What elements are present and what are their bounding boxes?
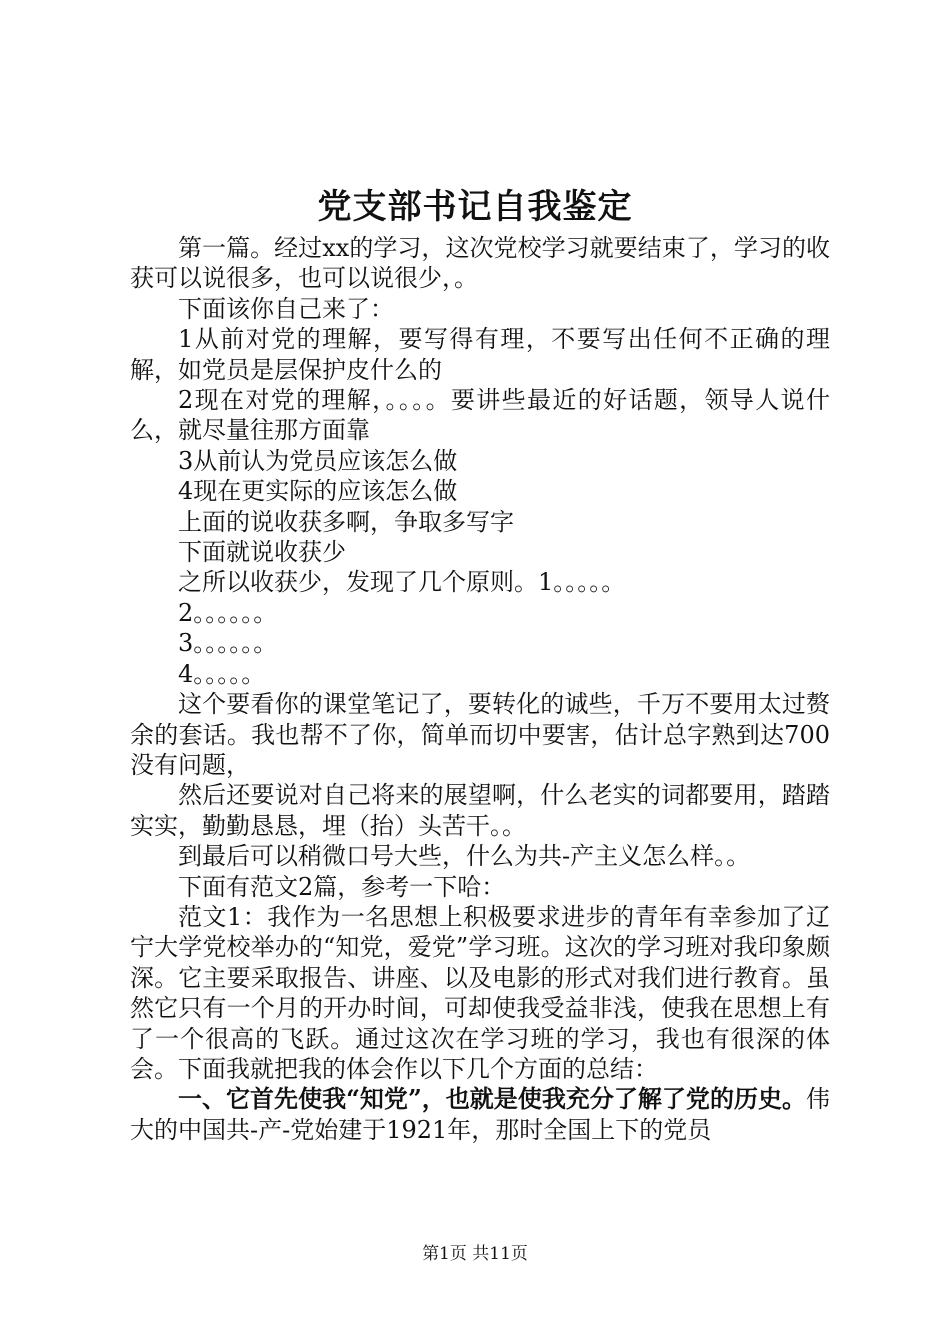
paragraph: 上面的说收获多啊，争取多写字	[178, 507, 514, 536]
paragraph-text: 伟大的中国共-产-党始建于1921年，那时全国上下的党员	[130, 1085, 830, 1144]
paragraph: 3从前认为党员应该怎么做	[178, 446, 458, 475]
paragraph: 4现在更实际的应该怎么做	[178, 477, 458, 506]
paragraph: 2现在对党的理解，。。。。要讲些最近的好话题，领导人说什么，就尽量往那方面靠	[130, 386, 830, 445]
document-body	[130, 233, 830, 1145]
paragraph: 这个要看你的课堂笔记了，要转化的诚些，千万不要用太过赘余的套话。我也帮不了你，简单而切中要害，估计总字熟到达700没有问题，	[130, 690, 830, 779]
page-footer: 第1页 共11页	[422, 1244, 528, 1264]
paragraph: 1从前对党的理解，要写得有理，不要写出任何不正确的理解，如党员是层保护皮什么的	[130, 325, 830, 384]
paragraph: 下面就说收获少	[178, 538, 346, 567]
paragraph: 2。。。。。。	[178, 598, 278, 627]
section-heading-inline: 一、它首先使我“知党”，也就是使我充分了解了党的历史。	[178, 1084, 806, 1114]
paragraph: 第一篇。经过xx的学习，这次党校学习就要结束了，学习的收获可以说很多，也可以说很少，。	[130, 234, 830, 293]
document-title: 党支部书记自我鉴定	[317, 187, 633, 227]
paragraph: 范文1：我作为一名思想上积极要求进步的青年有幸参加了辽宁大学党校举办的“知党，爱党”学习班。这次的学习班对我印象颇深。它主要采取报告、讲座、以及电影的形式对我们进行教育。虽然它只有一个月的开办时间，可却使我受益非浅，使我在思想上有了一个很高的飞跃。通过这次在学习班的学习，我也有很深的体会。下面我就把我的体会作以下几个方面的总结：	[130, 902, 830, 1083]
paragraph: 下面有范文2篇，参考一下哈：	[178, 872, 506, 901]
paragraph: 之所以收获少，发现了几个原则。1。。。。。	[178, 568, 626, 597]
paragraph-section-one	[130, 1084, 830, 1145]
paragraph: 然后还要说对自己将来的展望啊，什么老实的词都要用，踏踏实实，勤勤恳恳，埋（抬）头苦干。。	[130, 781, 830, 840]
paragraph: 下面该你自己来了：	[178, 294, 394, 323]
paragraph: 到最后可以稍微口号大些，什么为共-产主义怎么样。。	[178, 842, 751, 871]
paragraph: 3。。。。。。	[178, 629, 278, 658]
paragraph: 4。。。。。	[178, 659, 266, 688]
